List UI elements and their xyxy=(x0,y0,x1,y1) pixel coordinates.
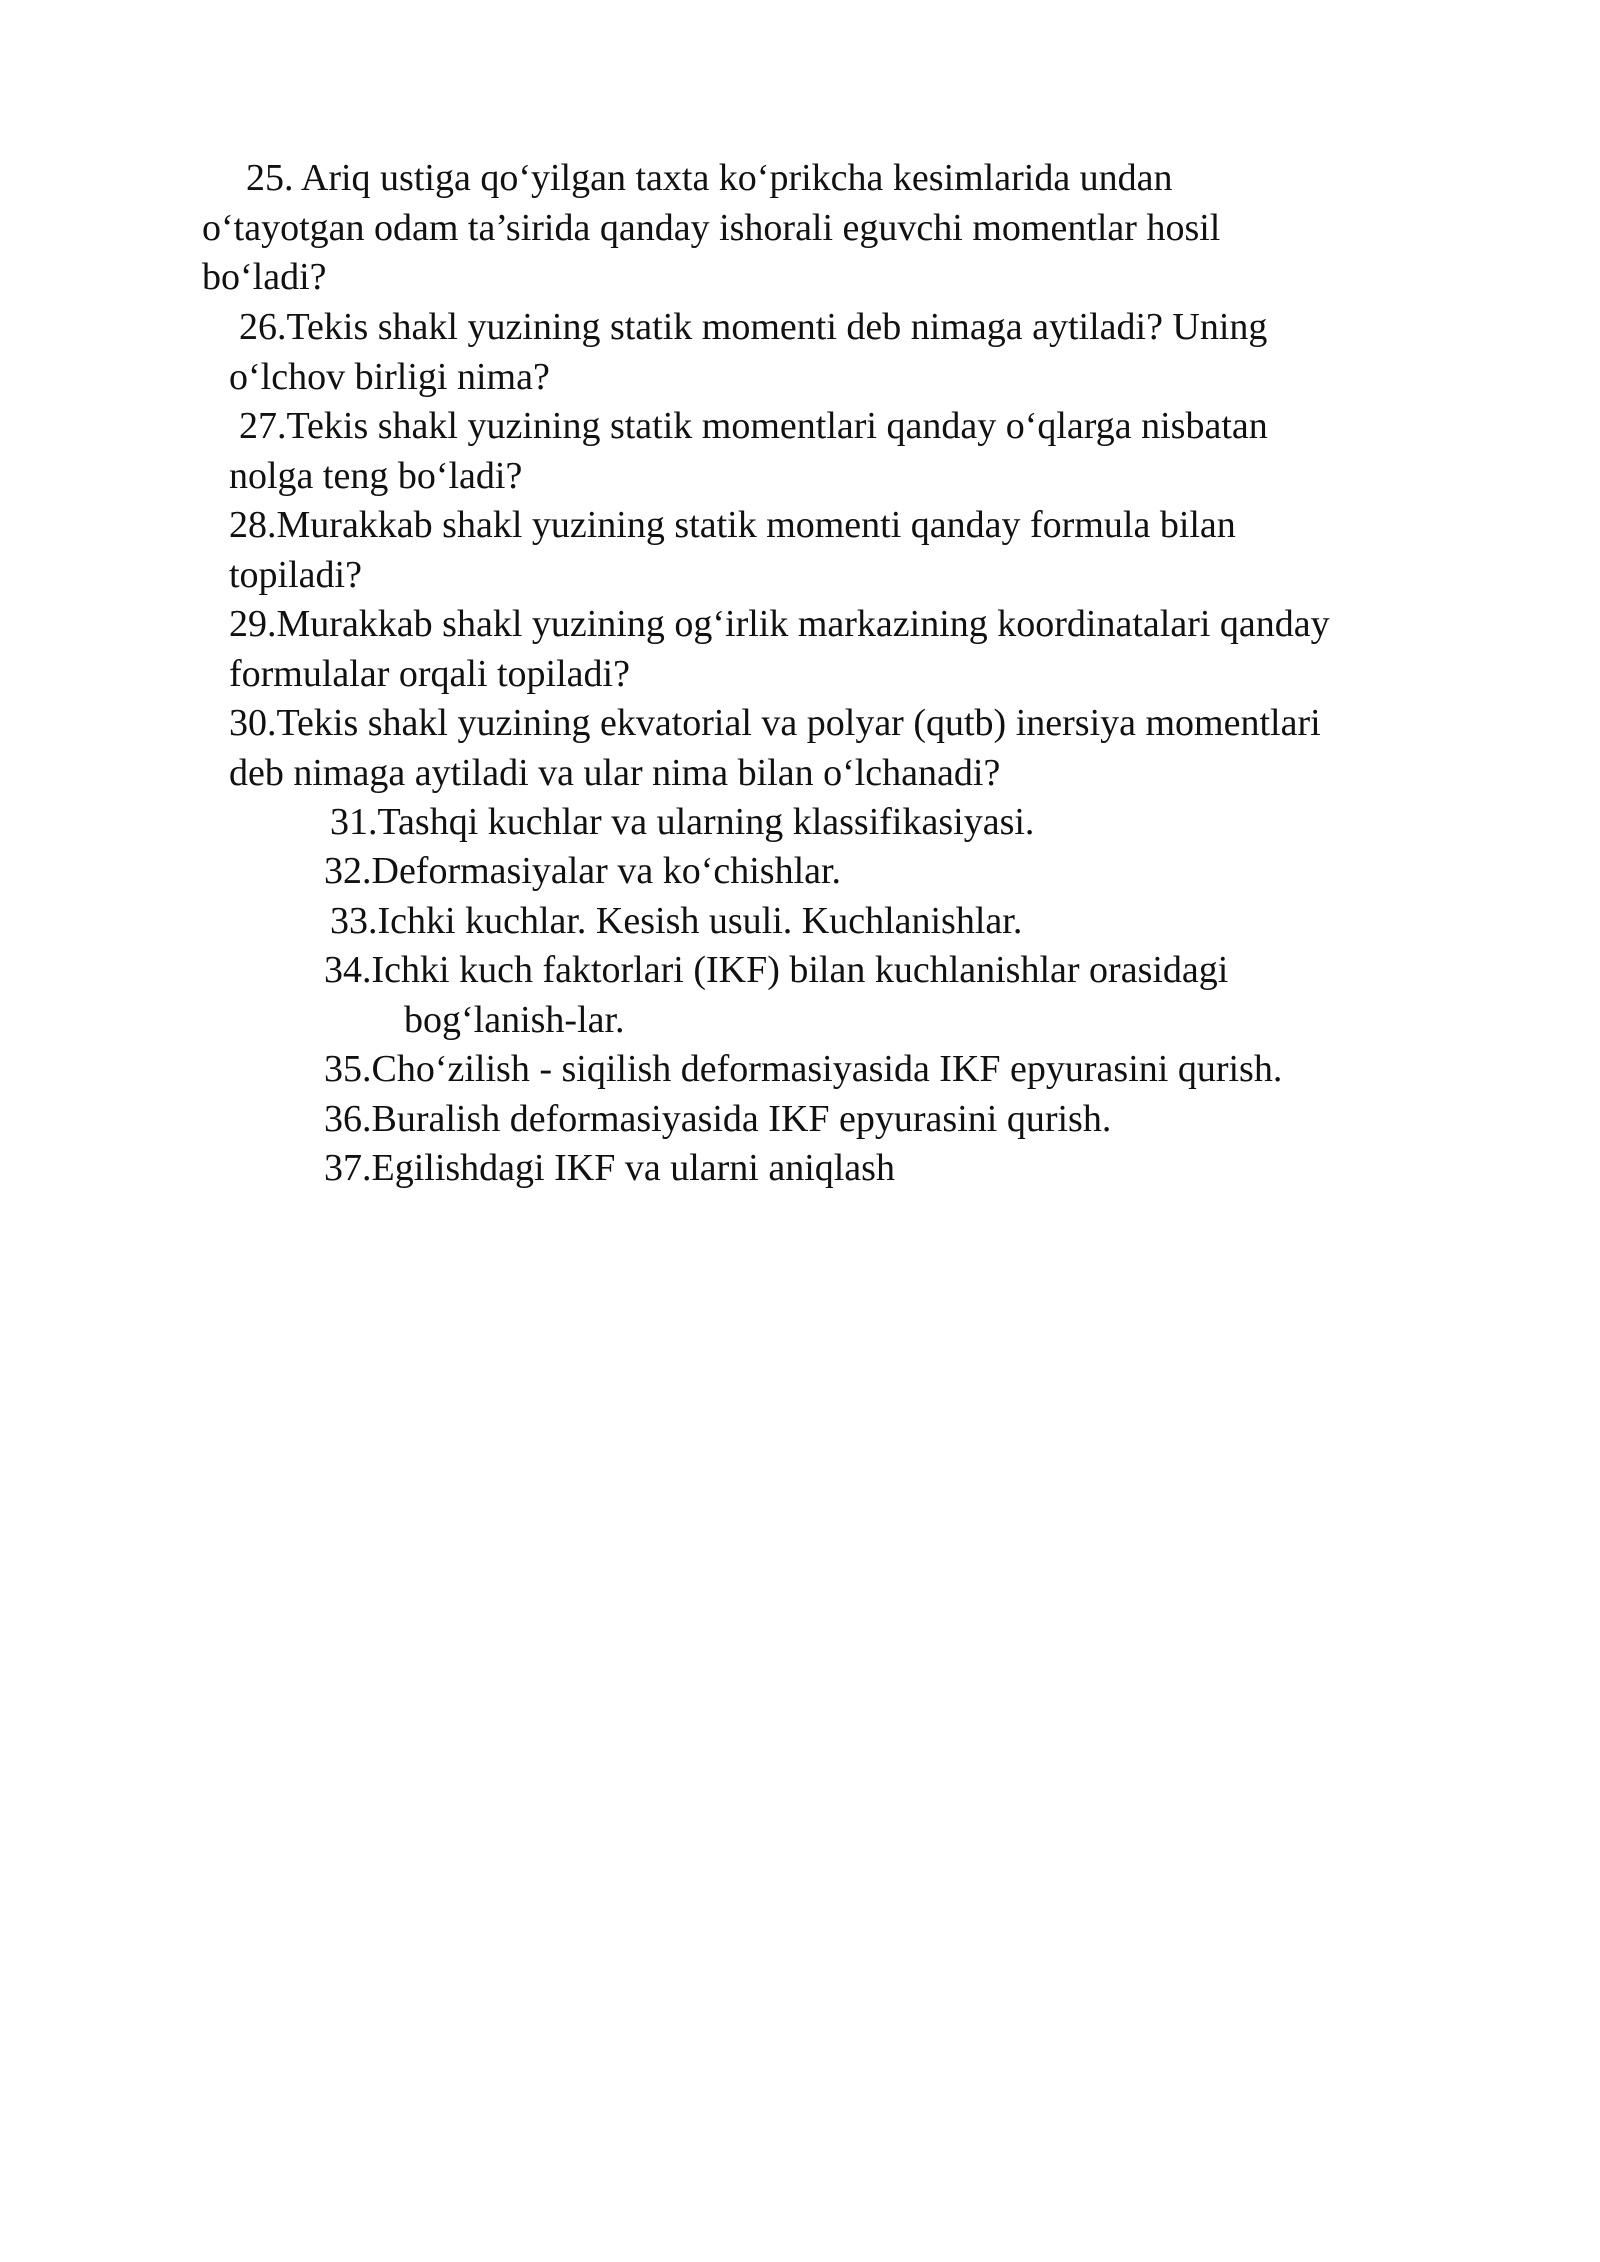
question-line: deb nimaga aytiladi va ular nima bilan o‘lchanadi? xyxy=(229,751,1001,794)
question-line: 28.Murakkab shakl yuzining statik momenti qanday formula bilan xyxy=(229,504,1236,546)
question-line: 35.Cho‘zilish - siqilish deformasiyasida IKF epyurasini qurish. xyxy=(324,1048,1283,1090)
question-32 xyxy=(324,847,841,897)
question-line: 37.Egilishdagi IKF va ularni aniqlash xyxy=(324,1147,895,1189)
question-29 xyxy=(229,600,1330,699)
question-line: bog‘lanish-lar. xyxy=(404,998,625,1041)
question-line: 27.Tekis shakl yuzining statik momentlari qanday o‘qlarga nisbatan xyxy=(239,405,1268,447)
question-37 xyxy=(324,1144,895,1194)
question-line: 26.Tekis shakl yuzining statik momenti deb nimaga aytiladi? Uning xyxy=(239,306,1268,348)
question-line: o‘lchov birligi nima? xyxy=(229,355,550,398)
question-line: 34.Ichki kuch faktorlari (IKF) bilan kuchlanishlar orasidagi xyxy=(324,949,1229,991)
question-line: 32.Deformasiyalar va ko‘chishlar. xyxy=(324,850,842,892)
question-31 xyxy=(330,798,1034,848)
question-line: bo‘ladi? xyxy=(202,256,327,298)
question-36 xyxy=(324,1095,1111,1145)
question-line: 36.Buralish deformasiyasida IKF epyurasini qurish. xyxy=(324,1098,1112,1140)
question-25 xyxy=(202,154,1220,303)
question-34 xyxy=(324,946,1228,1045)
question-33 xyxy=(330,897,1022,947)
question-line: o‘tayotgan odam ta’sirida qanday ishorali eguvchi momentlar hosil xyxy=(202,206,1221,249)
question-line: 29.Murakkab shakl yuzining og‘irlik markazining koordinatalari qanday xyxy=(229,603,1330,645)
question-line: 25. Ariq ustiga qo‘yilgan taxta ko‘prikcha kesimlarida undan xyxy=(246,157,1173,199)
question-30 xyxy=(229,699,1321,798)
question-line: 30.Tekis shakl yuzining ekvatorial va polyar (qutb) inersiya momentlari xyxy=(229,702,1321,744)
question-line: 31.Tashqi kuchlar va ularning klassifikasiyasi. xyxy=(330,801,1035,843)
question-line: formulalar orqali topiladi? xyxy=(229,652,630,695)
question-27 xyxy=(229,402,1268,501)
question-28 xyxy=(229,501,1236,600)
question-line: 33.Ichki kuchlar. Kesish usuli. Kuchlanishlar. xyxy=(330,900,1023,942)
question-line: topiladi? xyxy=(229,553,362,596)
question-line: nolga teng bo‘ladi? xyxy=(229,454,523,497)
question-26 xyxy=(229,303,1267,402)
question-35 xyxy=(324,1045,1282,1095)
